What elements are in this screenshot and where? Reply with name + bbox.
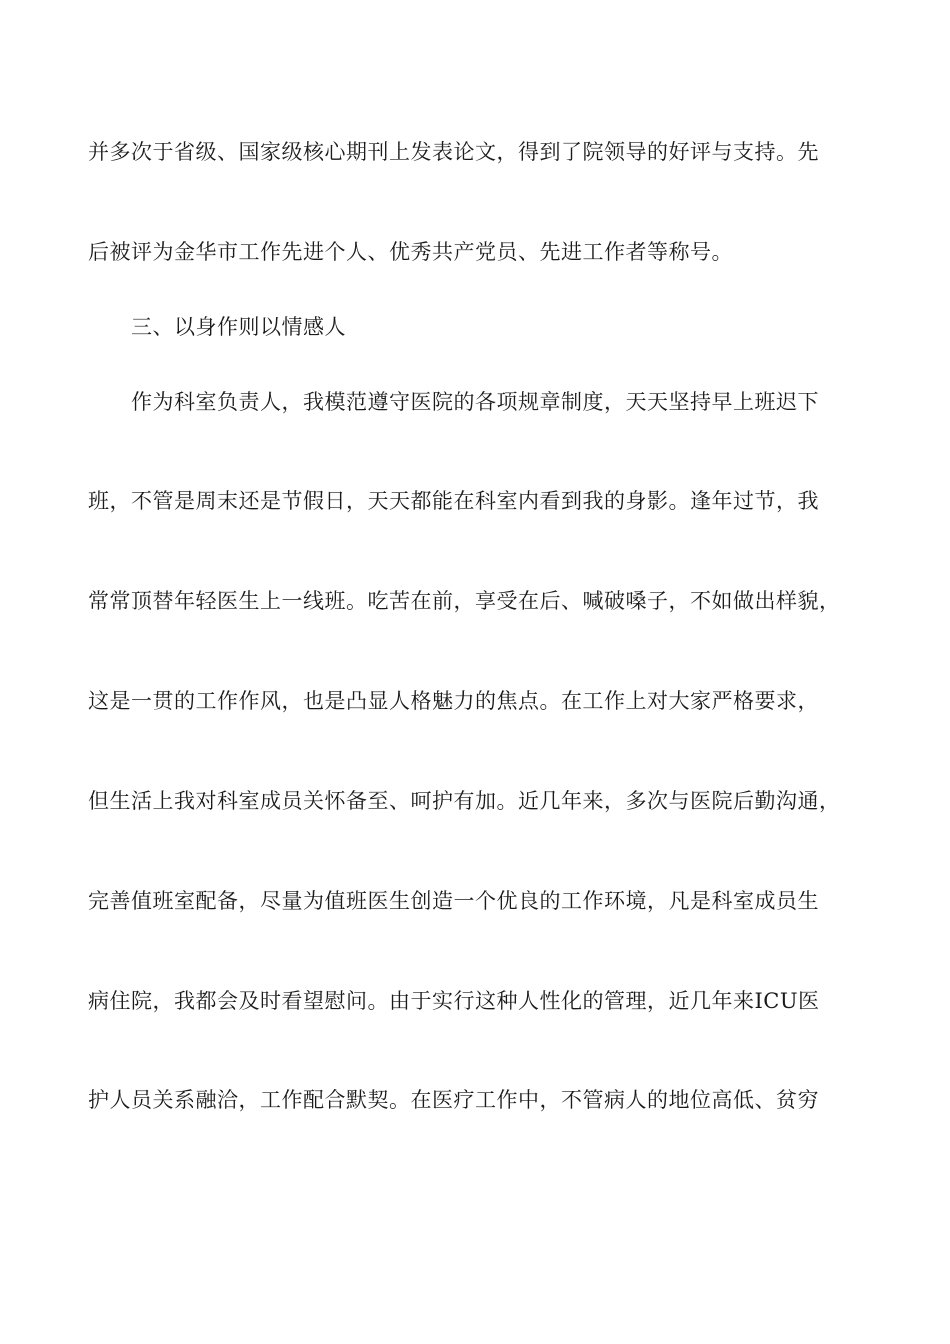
text-line: 常常顶替年轻医生上一线班。吃苦在前，享受在后、喊破嗓子，不如做出样貌，: [88, 589, 841, 613]
text-line: 但生活上我对科室成员关怀备至、呵护有加。近几年来，多次与医院后勤沟通，: [88, 789, 841, 813]
paragraph-first-line: 作为科室负责人，我模范遵守医院的各项规章制度，天天坚持早上班迟下: [131, 390, 819, 414]
text-line: 护人员关系融洽，工作配合默契。在医疗工作中，不管病人的地位高低、贫穷: [88, 1088, 819, 1112]
text-line: 后被评为金华市工作先进个人、优秀共产党员、先进工作者等称号。: [88, 240, 733, 264]
text-line: 这是一贯的工作作风，也是凸显人格魅力的焦点。在工作上对大家严格要求，: [88, 689, 819, 713]
section-heading: 三、以身作则以情感人: [131, 315, 346, 339]
text-line: 并多次于省级、国家级核心期刊上发表论文，得到了院领导的好评与支持。先: [88, 140, 819, 164]
text-line: 班，不管是周末还是节假日，天天都能在科室内看到我的身影。逢年过节，我: [88, 489, 819, 513]
text-line: 病住院，我都会及时看望慰问。由于实行这种人性化的管理，近几年来ICU医: [88, 989, 820, 1013]
text-line: 完善值班室配备，尽量为值班医生创造一个优良的工作环境，凡是科室成员生: [88, 889, 819, 913]
